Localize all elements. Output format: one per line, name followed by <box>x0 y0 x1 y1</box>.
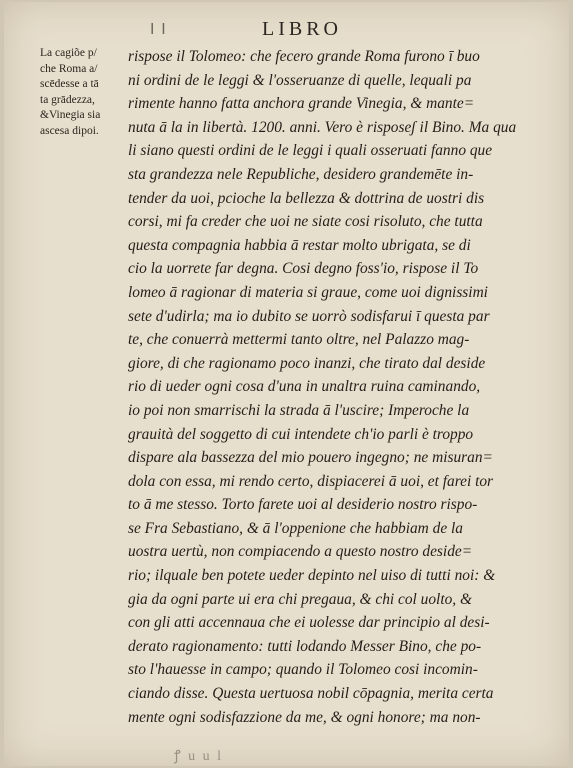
text-line: te, che conuerrà mettermi tanto oltre, nel Palazzo mag- <box>128 331 470 349</box>
text-line: uostra uertù, non compiacendo a questo nostro deside= <box>128 543 473 561</box>
text-line: grauità del soggetto di cui intendete ch'io parli è troppo <box>128 425 474 443</box>
text-line: sto l'hauesse in campo; quando il Tolomeo cosi incomin- <box>128 661 478 679</box>
marginal-note-line: scēdesse a tā <box>40 78 99 91</box>
page-number: I I <box>150 20 167 38</box>
marginal-note-line: ascesa dipoi. <box>40 124 99 137</box>
text-line: nuta ā la in libertà. 1200. anni. Vero è risposeʃ il Bino. Ma qua <box>128 118 517 136</box>
text-line: corsi, mi fa creder che uoi ne siate cosi risoluto, che tutta <box>128 213 483 231</box>
text-line: mente ogni sodisfazzione da me, & ogni honore; ma non- <box>128 708 481 726</box>
marginal-note-line: ta grādezza, <box>40 93 95 106</box>
text-line: questa compagnia habbia ā restar molto ubrigata, se di <box>128 236 471 254</box>
body-text <box>128 45 538 729</box>
text-line: io poi non smarrischi la strada ā l'uscire; Imperoche la <box>128 401 470 419</box>
text-line: to ā me stesso. Torto farete uoi al desiderio nostro rispo- <box>128 496 478 514</box>
marginal-note-line: &Vinegia sia <box>40 109 101 122</box>
text-line: ni ordini de le leggi & l'osseruanze di quelle, lequali pa <box>128 71 472 89</box>
text-line: sete d'udirla; ma io dubito se uorrò sodisfarui ī questa par <box>128 307 490 325</box>
text-line: dispare ala bassezza del mio pouero ingegno; ne misuran= <box>128 449 493 467</box>
text-line: derato ragionamento: tutti lodando Messer Bino, che po- <box>128 637 482 655</box>
text-line: tender da uoi, pcioche la bellezza & dottrina de uostri dis <box>128 189 485 207</box>
text-line: dola con essa, mi rendo certo, dispiacerei ā uoi, et farei tor <box>128 472 494 490</box>
text-line: cio la uorrete far degna. Cosi degno foss'io, rispose il To <box>128 260 479 278</box>
text-line: rio; ilquale ben potete ueder depinto nel uiso di tutti noi: & <box>128 567 496 585</box>
marginal-note-line: che Roma a/ <box>40 62 98 75</box>
text-line: sta grandezza nele Republiche, desidero grandemēte in- <box>128 165 474 183</box>
text-line: rispose il Tolomeo: che fecero grande Roma furono ī buo <box>128 48 480 65</box>
text-line: ciando disse. Questa uertuosa nobil cōpagnia, merita certa <box>128 685 494 703</box>
running-title: LIBRO <box>262 18 342 40</box>
marginal-note-line: La cagiõe p/ <box>40 47 97 59</box>
text-line: li siano questi ordini de le leggi i quali osseruati fanno que <box>128 142 493 160</box>
text-line: rio di ueder ogni cosa d'una in unaltra ruina caminando, <box>128 378 481 396</box>
text-line: giore, di che ragionamo poco inanzi, che tirato dal deside <box>128 354 486 372</box>
book-page <box>4 2 569 766</box>
text-line: rimente hanno fatta anchora grande Vinegia, & mante= <box>128 95 475 113</box>
text-line: se Fra Sebastiano, & ā l'oppenione che habbiam de la <box>128 519 463 537</box>
text-line: gia da ogni parte ui era chi pregaua, & chi col uolto, & <box>128 590 472 608</box>
text-line: lomeo ā ragionar di materia si graue, come uoi dignissimi <box>128 283 488 301</box>
marginal-note <box>40 46 122 140</box>
text-line: con gli atti accennaua che ei uolesse dar principio al desi- <box>128 614 490 632</box>
cut-off-bottom-text: ꝭ u u l <box>174 749 224 764</box>
